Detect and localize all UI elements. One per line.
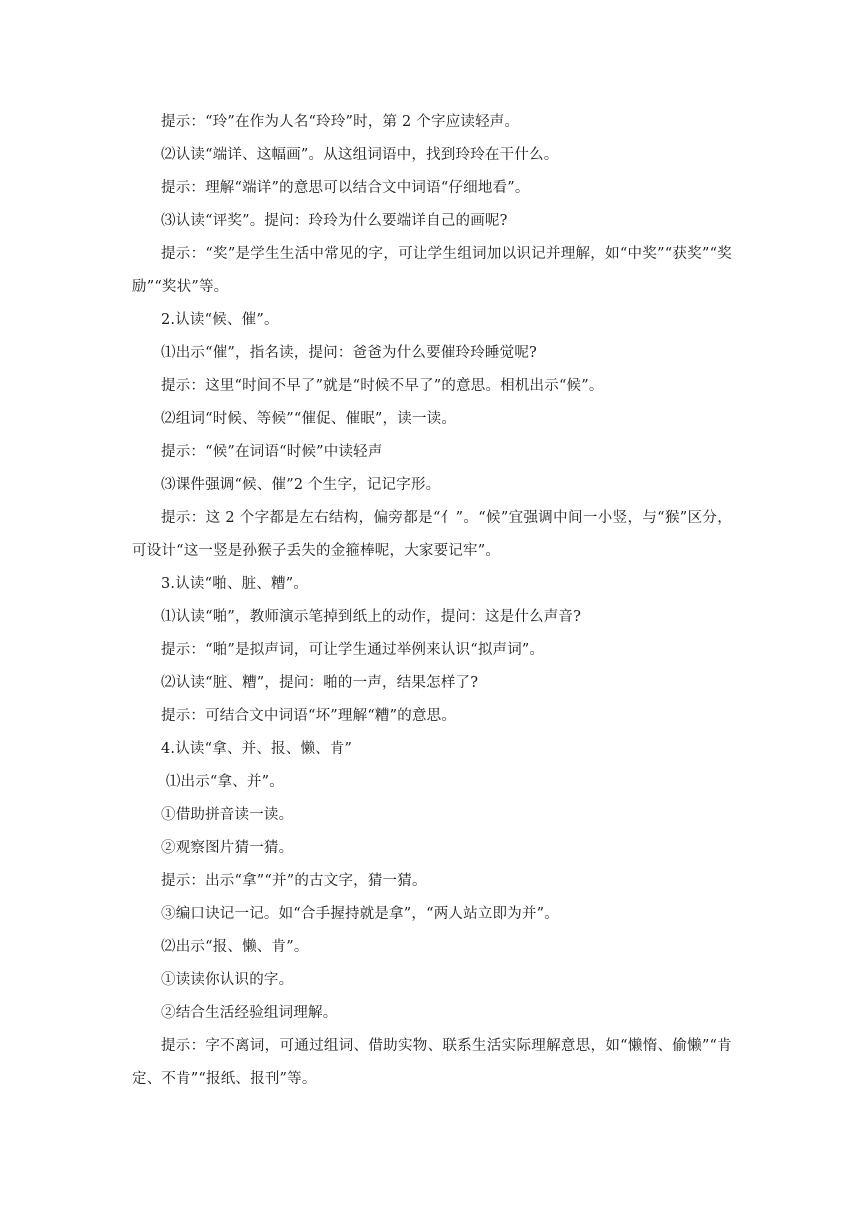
paragraph: ⑴出示“催”，指名读，提问：爸爸为什么要催玲玲睡觉呢? — [161, 345, 537, 361]
paragraph: ⑴认读“啪”，教师演示笔掉到纸上的动作，提问：这是什么声音? — [161, 609, 582, 625]
paragraph: 提示：这 2 个字都是左右结构，偏旁都是“亻”。“候”宜强调中间一小竖，与“猴”区分，可设计“这一竖是孙猴子丢失的金箍棒呢，大家要记牢”。 — [132, 510, 732, 559]
paragraph: ①借助拼音读一读。 — [161, 807, 294, 823]
paragraph: 提示：可结合文中词语“坏”理解“糟”的意思。 — [161, 708, 457, 724]
paragraph: ③编口诀记一记。如“合手握持就是拿”，“两人站立即为并”。 — [161, 906, 559, 922]
section-heading: 2.认读“候、催”。 — [161, 312, 279, 328]
section-heading: 4.认读“拿、并、报、懒、肯” — [161, 741, 353, 757]
paragraph: ①读读你认识的字。 — [161, 972, 294, 988]
section-heading: 3.认读“啪、脏、糟”。 — [161, 576, 309, 592]
paragraph: ⑵认读“脏、糟”，提问：啪的一声，结果怎样了? — [161, 675, 479, 691]
paragraph: ②观察图片猜一猜。 — [161, 840, 294, 856]
paragraph: 提示：这里“时间不早了”就是“时候不早了”的意思。相机出示“候”。 — [161, 378, 604, 394]
paragraph: 提示：“奖”是学生生活中常见的字，可让学生组词加以识记并理解，如“中奖”“获奖”“奖励”“奖状”等。 — [132, 246, 732, 295]
paragraph: ⑵出示“报、懒、肯”。 — [161, 939, 309, 955]
paragraph: 提示：出示“拿”“并”的古文字，猜一猜。 — [161, 873, 427, 889]
paragraph: 提示：“候”在词语“时候”中读轻声 — [161, 444, 383, 460]
paragraph: 提示：“玲”在作为人名“玲玲”时，第 2 个字应读轻声。 — [161, 114, 520, 130]
paragraph: ⑶课件强调“候、催”2 个生字，记记字形。 — [161, 477, 441, 493]
paragraph: ⑶认读“评奖”。提问：玲玲为什么要端详自己的画呢? — [161, 213, 508, 229]
paragraph: ⑵认读“端详、这幅画”。从这组词语中，找到玲玲在干什么。 — [161, 147, 559, 163]
document-body — [132, 106, 732, 1096]
paragraph: 提示：理解“端详”的意思可以结合文中词语“仔细地看”。 — [161, 180, 530, 196]
paragraph: ⑵组词“时候、等候”“催促、催眠”，读一读。 — [161, 411, 457, 427]
paragraph: 提示：字不离词，可通过组词、借助实物、联系生活实际理解意思，如“懒惰、偷懒”“肯定、不肯”“报纸、报刊”等。 — [132, 1038, 732, 1087]
paragraph: ②结合生活经验组词理解。 — [161, 1005, 338, 1021]
paragraph: 提示：“啪”是拟声词，可让学生通过举例来认识“拟声词”。 — [161, 642, 545, 658]
paragraph: ⑴出示“拿、并”。 — [161, 774, 284, 790]
